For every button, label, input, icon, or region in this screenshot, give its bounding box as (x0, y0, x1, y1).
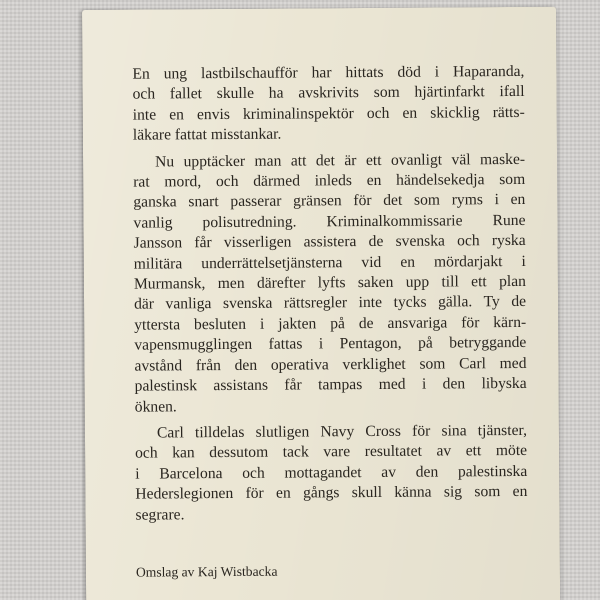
text-line: Jansson får visserligen assistera de svenska och ryska (133, 232, 526, 252)
text-line: öknen. (134, 397, 177, 416)
text-line: och kan dessutom tack vare resultatet av ett möte (135, 442, 528, 462)
paragraph-1 (132, 62, 525, 146)
text-line: vapensmugglingen fattas i Pentagon, på betryggande (134, 334, 527, 354)
text-line: i Barcelona och mottagandet av den palestinska (135, 462, 528, 483)
text-line: militära underrättelsetjänsterna vid en mördarjakt i (133, 252, 526, 273)
text-line: Murmansk, men därefter lyfts saken upp till ett plan (133, 272, 526, 293)
cover-credit: Omslag av Kaj Wistbacka (135, 563, 278, 580)
text-line: läkare fattat misstankar. (132, 125, 282, 144)
text-line: Hederslegionen för en gångs skull känna sig som en (135, 483, 528, 503)
text-line: inte en envis kriminalinspektör och en skicklig rätts- (132, 103, 525, 124)
text-line: ganska snart passerar gränsen för det som ryms i en (133, 191, 526, 212)
text-line: rat mord, och därmed inleds en händelsekedja som (133, 170, 526, 191)
text-line: vanlig polisutredning. Kriminalkommissarie Rune (133, 211, 526, 232)
blurb-text (132, 62, 527, 532)
text-line: avstånd från den operativa verklighet som Carl med (134, 354, 527, 375)
book-back-cover (82, 7, 560, 600)
text-line: och fallet skulle ha avskrivits som hjärtinfarkt ifall (132, 83, 525, 104)
text-line: där vanliga svenska rättsregler inte tycks gälla. Ty de (133, 293, 527, 314)
text-line: yttersta besluten i jakten på de ansvariga för kärn- (134, 313, 527, 334)
text-line: segrare. (135, 505, 185, 524)
text-line: En ung lastbilschaufför har hittats död i Haparanda, (132, 62, 525, 83)
paragraph-3 (135, 421, 528, 526)
text-line: Carl tilldelas slutligen Navy Cross för sina tjänster, (156, 421, 528, 442)
paragraph-2 (133, 150, 527, 418)
text-line: Nu upptäcker man att det är ett ovanligt väl maske- (155, 150, 526, 171)
text-line: palestinsk assistans får tampas med i den libyska (134, 374, 527, 395)
